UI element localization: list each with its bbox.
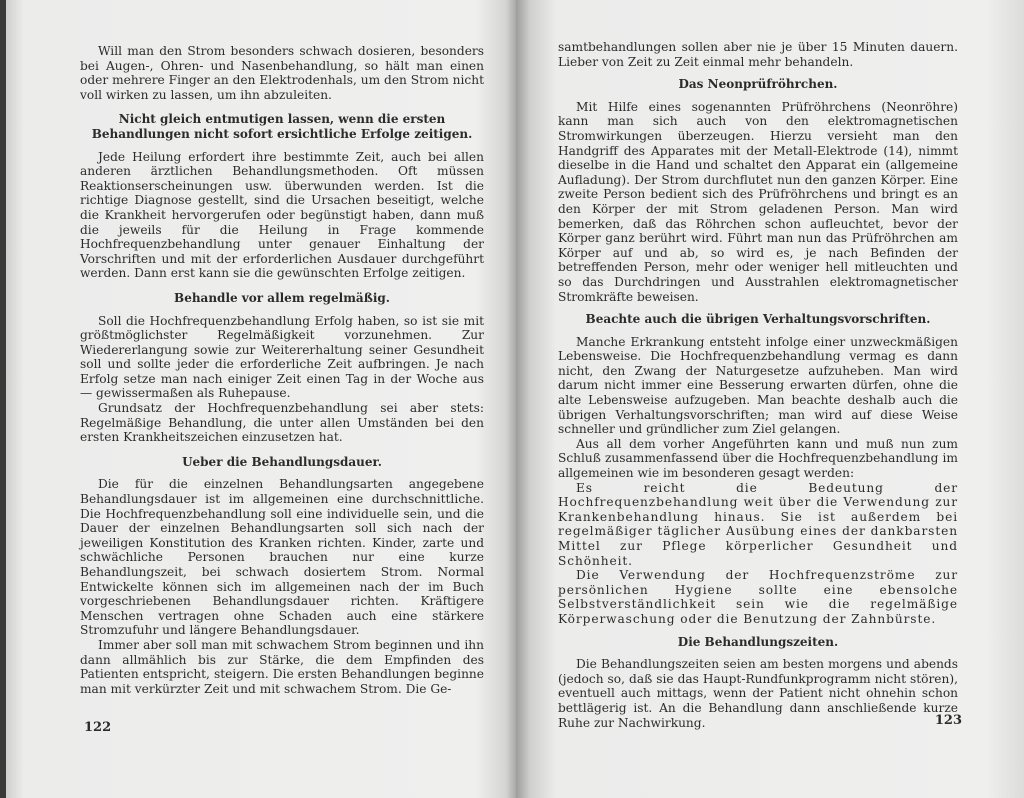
paragraph: Es reicht die Bedeutung der Hochfrequenzbehandlung weit über die Verwendung zur Krankenbehandlung hinaus. Sie ist außerdem bei regelmäßiger täglicher Ausübung eines der dankbarsten Mittel zur Pflege körperlicher Gesundheit und Schönheit. bbox=[558, 480, 958, 568]
paragraph: Die für die einzelnen Behandlungsarten angegebene Behandlungsdauer ist im allgemeinen eine durchschnittliche. Die Hochfrequenzbehandlung soll eine individuelle sein, und die Dauer der einzelnen Behandlungsarten soll sich nach der jeweiligen Konstitution des Kranken richten. Kinder, zarte und schwächliche Personen brauchen nur eine kurze Behandlungszeit, bei schwach dosiertem Strom. Normal Entwickelte können sich im allgemeinen nach der im Buch vorgeschriebenen Behandlungsdauer richten. Kräftigere Menschen vertragen ohne Schaden auch eine stärkere Stromzufuhr und längere Behandlungsdauer. bbox=[80, 477, 484, 638]
page-number: 122 bbox=[84, 720, 112, 735]
paragraph: Aus all dem vorher Angeführten kann und muß nun zum Schluß zusammenfassend über die Hochfrequenzbehandlung im allgemeinen wie im besonderen gesagt werden: bbox=[558, 436, 958, 481]
paragraph: Manche Erkrankung entsteht infolge einer unzweckmäßigen Lebensweise. Die Hochfrequenzbehandlung vermag es dann nicht, den Zwang der Naturgesetze aufzuheben. Man wird darum nicht immer eine Besserung erwarten dürfen, ohne die alte Lebensweise aufzugeben. Man beachte deshalb auch die übrigen Verhaltungsvorschriften; man wird auf diese Weise schneller und gründlicher zum Ziel gelangen. bbox=[558, 334, 958, 437]
right-page bbox=[516, 0, 1024, 798]
section-heading: Behandle vor allem regelmäßig. bbox=[174, 290, 390, 305]
paragraph: samtbehandlungen sollen aber nie je über 15 Minuten dauern. Lieber von Zeit zu Zeit einmal mehr behandeln. bbox=[558, 40, 958, 69]
paragraph: Die Behandlungszeiten seien am besten morgens und abends (jedoch so, daß sie das Haupt-Rundfunkprogramm nicht stören), eventuell auch mittags, wenn der Patient nicht ohnehin schon bettlägerig ist. An die Behandlung dann anschließende kurze Ruhe zur Nachwirkung. bbox=[558, 657, 958, 730]
section-heading: Das Neonprüfröhrchen. bbox=[678, 77, 838, 92]
right-page-text bbox=[558, 40, 958, 730]
paragraph: Die Verwendung der Hochfrequenzströme zur persönlichen Hygiene sollte eine ebensolche Selbstverständlichkeit sein wie die regelmäßige Körperwaschung oder die Benutzung der Zahnbürste. bbox=[558, 568, 958, 626]
paragraph: Will man den Strom besonders schwach dosieren, besonders bei Augen-, Ohren- und Nasenbehandlung, so hält man einen oder mehrere Finger an den Elektrodenhals, um den Strom nicht voll wirken zu lassen, um ihn abzuleiten. bbox=[80, 44, 484, 102]
section-heading: Die Behandlungszeiten. bbox=[677, 634, 839, 649]
heading-line: Behandlungen nicht sofort ersichtliche Erfolge zeitigen. bbox=[91, 126, 473, 141]
page-number: 123 bbox=[934, 713, 962, 728]
paragraph: Soll die Hochfrequenzbehandlung Erfolg haben, so ist sie mit größtmöglichster Regelmäßigkeit vorzunehmen. Zur Wiedererlangung sowie zur Weitererhaltung seiner Gesundheit soll und sollte jeder die erforderliche Zeit aufbringen. Je nach Erfolg setze man nach einiger Zeit einen Tag in der Woche aus — gewissermaßen als Ruhepause. bbox=[80, 313, 484, 401]
section-heading: Beachte auch die übrigen Verhaltungsvorschriften. bbox=[585, 312, 931, 327]
paragraph: Jede Heilung erfordert ihre bestimmte Zeit, auch bei allen anderen ärztlichen Behandlungsmethoden. Oft müssen Reaktionserscheinungen usw. überwunden werden. Ist die richtige Diagnose gestellt, sind die Ursachen beseitigt, welche die Krankheit hervorgerufen oder begünstigt haben, dann muß die jeweils für die Heilung in Frage kommende Hochfrequenzbehandlung unter genauer Einhaltung der Vorschriften und mit der erforderlichen Ausdauer durchgeführt werden. Dann erst kann sie die gewünschten Erfolge zeitigen. bbox=[80, 149, 484, 281]
paragraph: Mit Hilfe eines sogenannten Prüfröhrchens (Neonröhre) kann man sich auch von den elektromagnetischen Stromwirkungen überzeugen. Hierzu versieht man den Handgriff des Apparates mit der Metall-Elektrode (14), nimmt dieselbe in die Hand und schaltet den Apparat ein (allgemeine Aufladung). Der Strom durchflutet nun den ganzen Körper. Eine zweite Person bedient sich des Prüfröhrchens und bringt es an den Körper der mit Strom geladenen Person. Man wird bemerken, daß das Röhrchen schon aufleuchtet, bevor der Körper ganz berührt wird. Führt man nun das Prüfröhrchen am Körper auf und ab, so wird es, je nach Befinden der betreffenden Person, mehr oder weniger hell mitleuchten und so das Durchdringen und Ausstrahlen elektromagnetischer Stromkräfte beweisen. bbox=[558, 99, 958, 304]
section-heading bbox=[80, 112, 484, 141]
paragraph: Grundsatz der Hochfrequenzbehandlung sei aber stets: Regelmäßige Behandlung, die unter allen Umständen bei den ersten Krankheitszeichen einzusetzen hat. bbox=[80, 401, 484, 445]
heading-line: Nicht gleich entmutigen lassen, wenn die ersten bbox=[118, 112, 446, 127]
section-heading: Ueber die Behandlungsdauer. bbox=[182, 454, 382, 469]
left-page-text bbox=[80, 44, 484, 696]
left-page bbox=[6, 0, 516, 798]
paragraph: Immer aber soll man mit schwachem Strom beginnen und ihn dann allmählich bis zur Stärke, die dem Empfinden des Patienten entspricht, steigern. Die ersten Behandlungen beginne man mit verkürzter Zeit und mit schwachem Strom. Die Ge- bbox=[80, 637, 484, 696]
